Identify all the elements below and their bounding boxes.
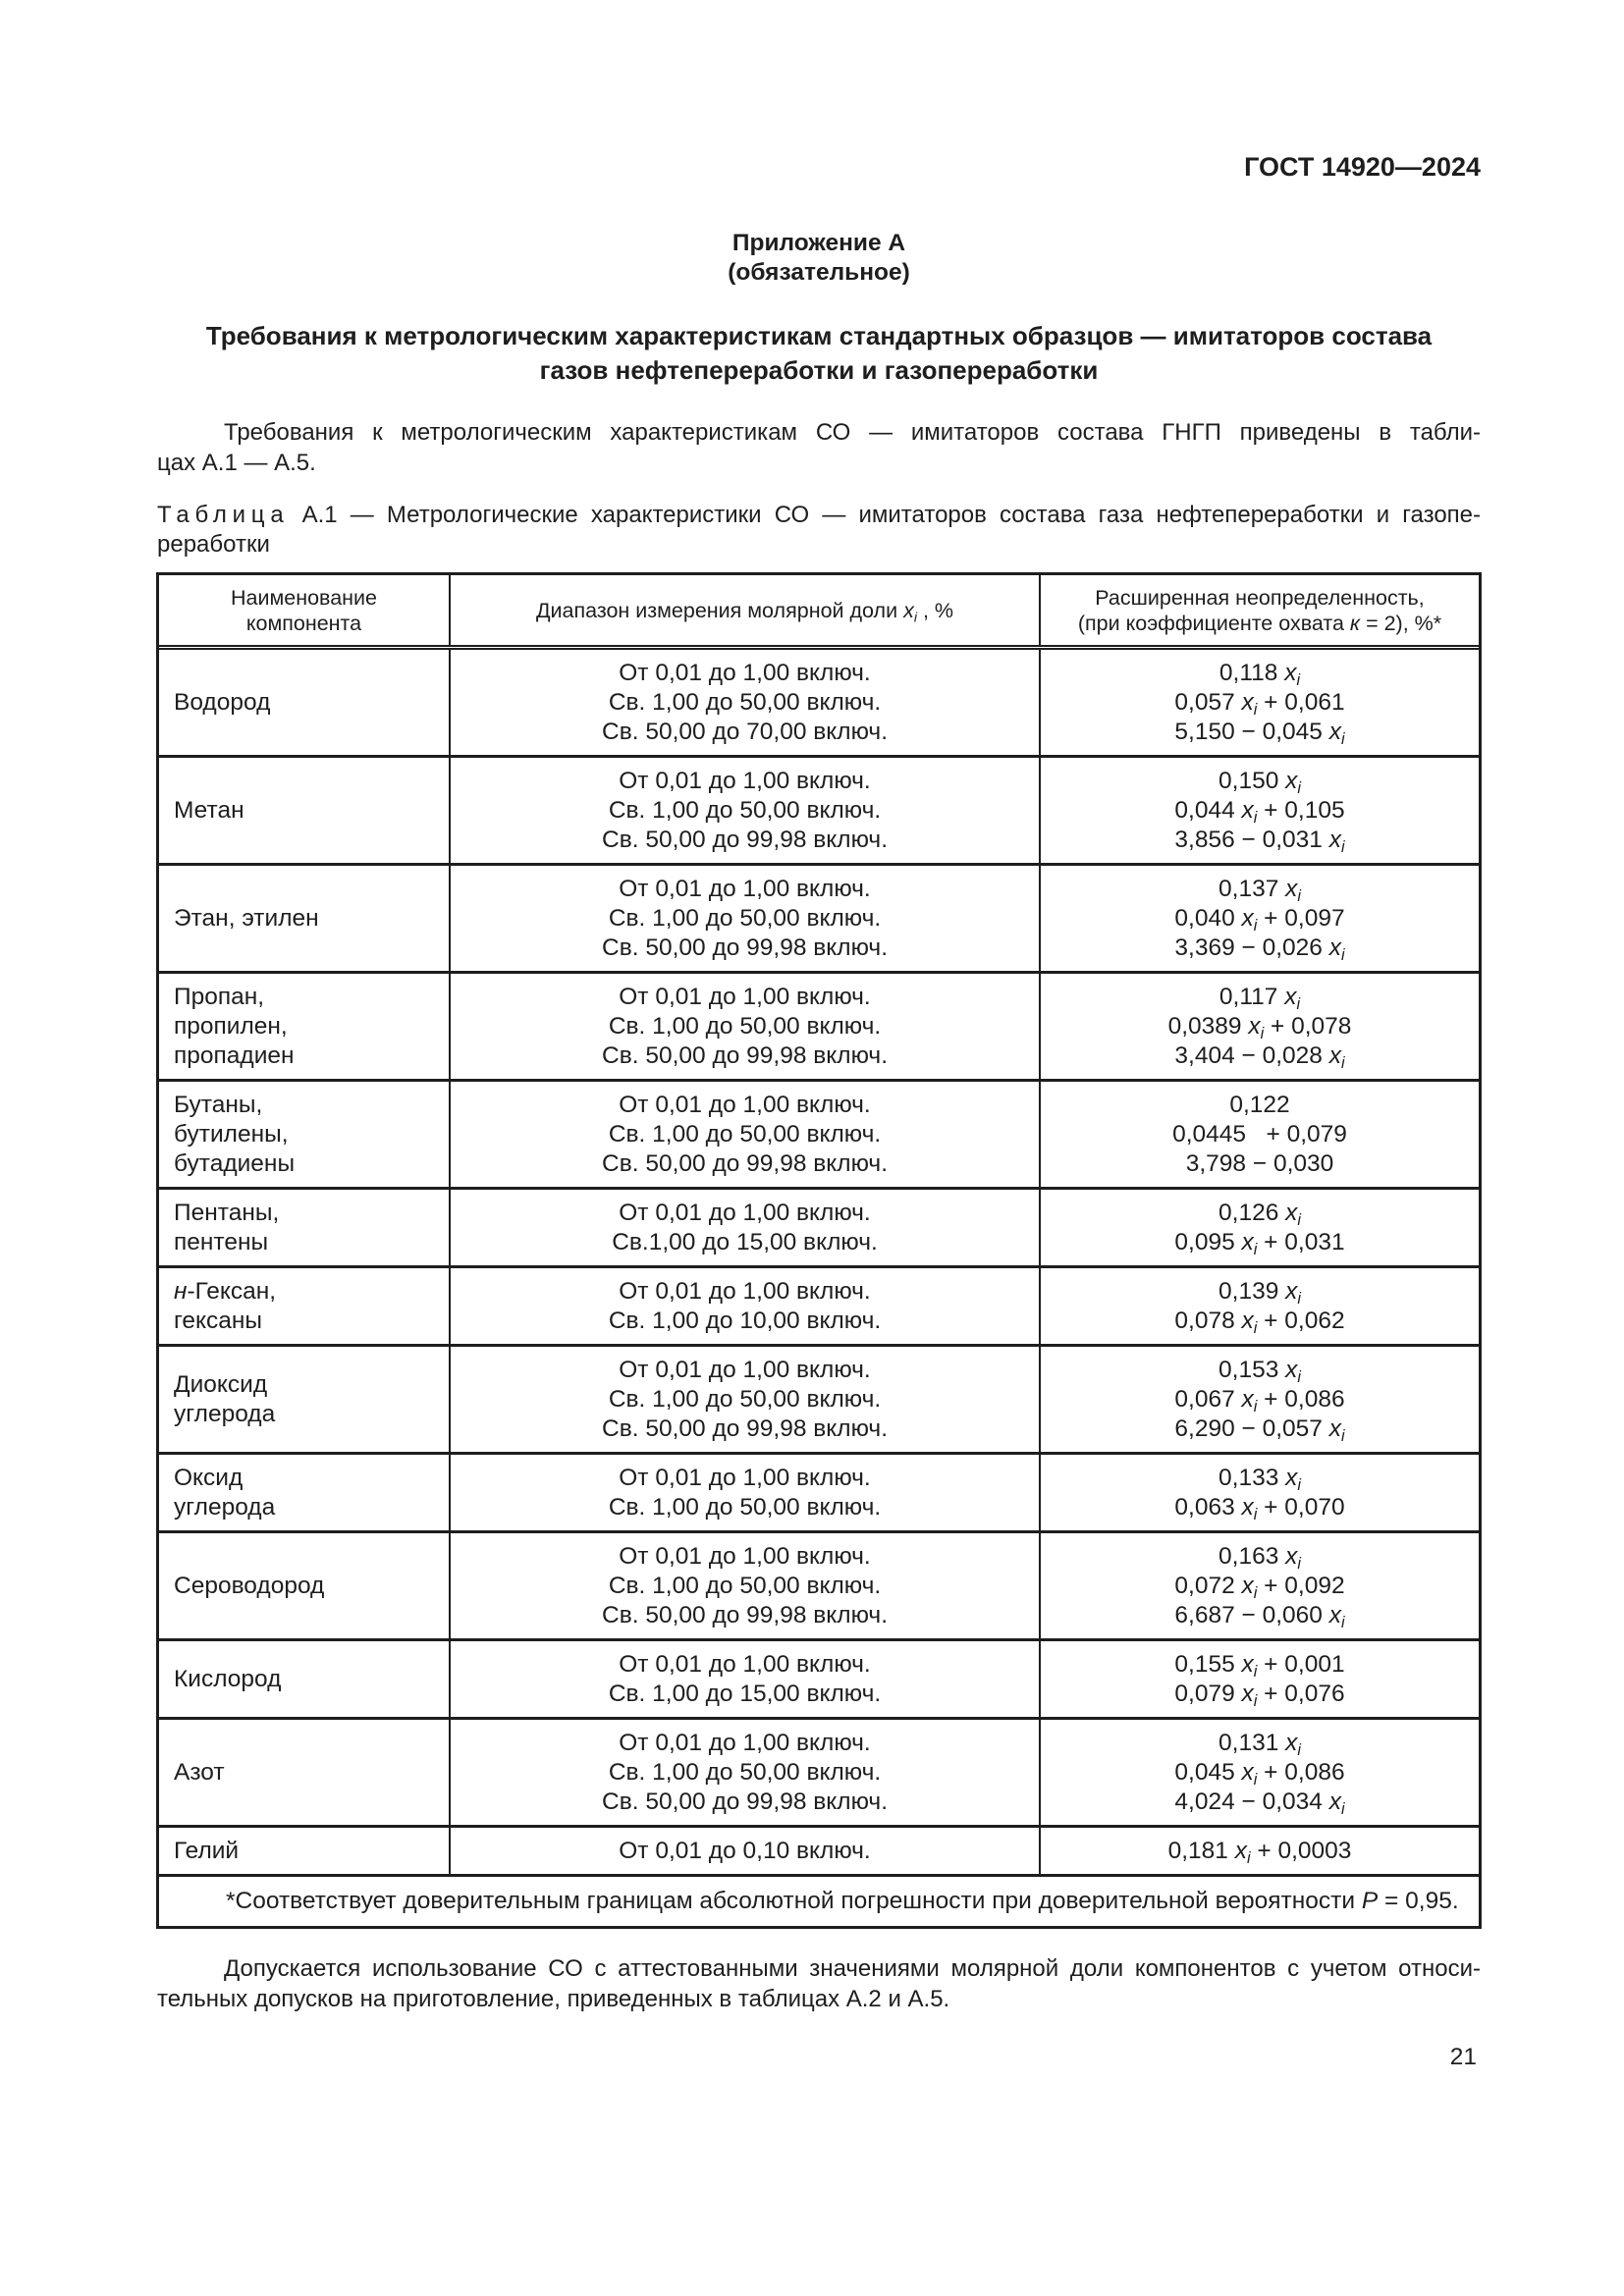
uncertainty-line bbox=[1174, 1572, 1344, 1601]
component-name-line: бутадиены bbox=[174, 1149, 296, 1177]
table-row bbox=[159, 1082, 1479, 1190]
variable-index: i bbox=[1341, 1799, 1345, 1818]
variable-index: i bbox=[1297, 1554, 1301, 1573]
uncertainty-cell bbox=[1041, 1455, 1479, 1530]
range-cell bbox=[451, 758, 1041, 863]
range-line: От 0,01 до 1,00 включ. bbox=[619, 983, 871, 1010]
variable-index: i bbox=[913, 609, 917, 625]
component-cell bbox=[159, 1268, 451, 1344]
uncertainty-value: 0,153 bbox=[1218, 1356, 1279, 1383]
uncertainty-value: 0,063 bbox=[1174, 1493, 1235, 1521]
range-line: Св. 1,00 до 50,00 включ. bbox=[608, 1493, 882, 1521]
table-row bbox=[159, 1190, 1479, 1268]
uncertainty-value: 0,137 bbox=[1218, 875, 1279, 902]
variable-x: x bbox=[1285, 767, 1298, 794]
uncertainty-line bbox=[1218, 767, 1301, 796]
range-cell bbox=[451, 974, 1041, 1079]
table-row bbox=[159, 1347, 1479, 1455]
variable-index: i bbox=[1341, 837, 1345, 856]
component-name-line bbox=[174, 1277, 276, 1307]
header-line: компонента bbox=[245, 611, 362, 635]
range-line: Св. 1,00 до 50,00 включ. bbox=[608, 688, 882, 716]
page-number: 21 bbox=[1449, 2044, 1477, 2070]
paragraph-line: Требования к метрологическим характеристикам СО — имитаторов состава ГНГП приведены в табли- bbox=[224, 419, 1481, 446]
component-name-line: Оксид bbox=[174, 1464, 244, 1491]
range-line: Св. 1,00 до 50,00 включ. bbox=[608, 904, 882, 932]
uncertainty-line bbox=[1174, 718, 1344, 747]
range-line: Св. 50,00 до 99,98 включ. bbox=[602, 826, 888, 853]
range-line: От 0,01 до 1,00 включ. bbox=[619, 1650, 871, 1678]
component-cell bbox=[159, 650, 451, 755]
range-line: От 0,01 до 1,00 включ. bbox=[619, 1277, 871, 1305]
uncertainty-offset: + 0,031 bbox=[1264, 1228, 1345, 1255]
component-name-text: -Гексан, bbox=[187, 1277, 277, 1305]
range-line: От 0,01 до 1,00 включ. bbox=[619, 1729, 871, 1756]
uncertainty-line bbox=[1168, 1012, 1352, 1041]
table-row bbox=[159, 650, 1479, 758]
range-cell bbox=[451, 1828, 1041, 1874]
range-cell bbox=[451, 1268, 1041, 1344]
uncertainty-value: 0,095 bbox=[1174, 1228, 1235, 1255]
range-line: Св. 1,00 до 50,00 включ. bbox=[608, 796, 882, 824]
variable-index: i bbox=[1341, 1426, 1345, 1445]
caption-line: реработки bbox=[157, 531, 270, 558]
uncertainty-line bbox=[1218, 1729, 1301, 1758]
variable-x: x bbox=[1328, 934, 1341, 961]
uncertainty-offset: + 0,105 bbox=[1264, 796, 1345, 824]
variable-index: i bbox=[1297, 1367, 1301, 1386]
uncertainty-line bbox=[1174, 904, 1344, 934]
appendix-status: (обязательное) bbox=[728, 259, 910, 286]
uncertainty-line bbox=[1218, 1464, 1301, 1493]
variable-index: i bbox=[1297, 1475, 1301, 1494]
uncertainty-cell bbox=[1041, 1268, 1479, 1344]
variable-index: i bbox=[1253, 916, 1258, 934]
uncertainty-value: 0,072 bbox=[1174, 1572, 1235, 1599]
uncertainty-line bbox=[1174, 1385, 1344, 1415]
variable-x: x bbox=[1241, 1307, 1254, 1334]
uncertainty-value: 0,078 bbox=[1174, 1307, 1235, 1334]
uncertainty-value: 0,045 bbox=[1174, 1758, 1235, 1786]
uncertainty-value: 0,040 bbox=[1174, 904, 1235, 932]
variable-index: i bbox=[1253, 700, 1258, 719]
variable-x: x bbox=[1285, 1277, 1298, 1305]
uncertainty-line bbox=[1174, 1307, 1344, 1336]
variable-index: i bbox=[1296, 994, 1301, 1013]
coverage-symbol: к bbox=[1349, 611, 1361, 635]
variable-x: x bbox=[1285, 1729, 1298, 1756]
uncertainty-line bbox=[1174, 934, 1344, 963]
variable-x: x bbox=[1328, 718, 1341, 745]
metrology-table bbox=[156, 572, 1482, 1929]
range-line: От 0,01 до 1,00 включ. bbox=[619, 1464, 871, 1491]
variable-index: i bbox=[1253, 1505, 1258, 1523]
range-cell bbox=[451, 1455, 1041, 1530]
variable-x: x bbox=[1285, 875, 1298, 902]
paragraph-line: тельных допусков на приготовление, приведенных в таблицах А.2 и А.5. bbox=[157, 1986, 950, 2012]
uncertainty-value: 0,118 bbox=[1218, 659, 1278, 686]
component-cell bbox=[159, 1347, 451, 1452]
range-line: От 0,01 до 1,00 включ. bbox=[619, 767, 871, 794]
uncertainty-line bbox=[1174, 826, 1344, 855]
component-name-line: Пентаны, bbox=[174, 1199, 280, 1226]
uncertainty-offset: + 0,097 bbox=[1264, 904, 1345, 932]
variable-index: i bbox=[1253, 1318, 1258, 1337]
variable-x: x bbox=[1241, 1650, 1254, 1678]
variable-index: i bbox=[1297, 886, 1301, 905]
component-name-line: углерода bbox=[174, 1493, 276, 1521]
range-cell bbox=[451, 1347, 1041, 1452]
header-line bbox=[536, 598, 953, 623]
variable-index: i bbox=[1253, 808, 1258, 827]
range-line: Св. 1,00 до 50,00 включ. bbox=[608, 1012, 882, 1040]
table-row bbox=[159, 758, 1479, 866]
component-cell bbox=[159, 1533, 451, 1638]
uncertainty-line bbox=[1219, 659, 1300, 688]
variable-x: x bbox=[1328, 1041, 1341, 1069]
component-cell bbox=[159, 1641, 451, 1717]
header-line: Наименование bbox=[230, 585, 378, 610]
uncertainty-cell bbox=[1041, 866, 1479, 971]
variable-x: x bbox=[1284, 983, 1297, 1010]
uncertainty-line bbox=[1174, 1041, 1344, 1071]
uncertainty-offset: + 0,086 bbox=[1264, 1385, 1345, 1413]
uncertainty-value: 0,133 bbox=[1218, 1464, 1279, 1491]
uncertainty-line bbox=[1168, 1837, 1352, 1866]
paragraph-line: Допускается использование СО с аттестованными значениями молярной доли компонентов с учетом относи- bbox=[224, 1955, 1481, 1982]
component-cell bbox=[159, 1455, 451, 1530]
variable-x: x bbox=[1241, 1493, 1254, 1521]
uncertainty-line bbox=[1218, 1277, 1301, 1307]
uncertainty-line bbox=[1174, 1601, 1344, 1630]
uncertainty-offset: + 0,092 bbox=[1264, 1572, 1345, 1599]
variable-index: i bbox=[1341, 945, 1345, 964]
range-line: От 0,01 до 1,00 включ. bbox=[619, 659, 871, 686]
component-cell bbox=[159, 974, 451, 1079]
uncertainty-offset: + 0,062 bbox=[1264, 1307, 1345, 1334]
header-uncertainty-text: (при коэффициенте охвата bbox=[1077, 611, 1344, 635]
component-name-line: Диоксид bbox=[174, 1370, 268, 1398]
variable-x: x bbox=[1241, 1228, 1254, 1255]
variable-x: x bbox=[1328, 1601, 1341, 1629]
uncertainty-line bbox=[1218, 875, 1301, 904]
uncertainty-value: 4,024 − 0,034 bbox=[1174, 1788, 1323, 1815]
variable-index: i bbox=[1341, 1053, 1345, 1072]
range-line: Св. 50,00 до 99,98 включ. bbox=[602, 1415, 888, 1442]
range-line: Св. 50,00 до 99,98 включ. bbox=[602, 934, 888, 961]
uncertainty-line bbox=[1174, 1493, 1344, 1522]
range-line: Св. 50,00 до 99,98 включ. bbox=[602, 1041, 888, 1069]
uncertainty-cell bbox=[1041, 1641, 1479, 1717]
table-header-row bbox=[159, 575, 1479, 650]
range-line: От 0,01 до 1,00 включ. bbox=[619, 1091, 871, 1118]
variable-index: i bbox=[1260, 1024, 1265, 1042]
paragraph-line: цах А.1 — А.5. bbox=[157, 450, 316, 476]
range-line: От 0,01 до 1,00 включ. bbox=[619, 1542, 871, 1570]
uncertainty-line bbox=[1174, 796, 1344, 826]
range-line: Св. 1,00 до 50,00 включ. bbox=[608, 1758, 882, 1786]
uncertainty-cell bbox=[1041, 650, 1479, 755]
variable-x: x bbox=[1285, 1356, 1298, 1383]
uncertainty-value: 0,139 bbox=[1218, 1277, 1279, 1305]
component-cell bbox=[159, 866, 451, 971]
range-line: От 0,01 до 1,00 включ. bbox=[619, 1356, 871, 1383]
variable-x: x bbox=[1241, 796, 1254, 824]
table-row bbox=[159, 974, 1479, 1082]
variable-x: x bbox=[1328, 826, 1341, 853]
table-row bbox=[159, 1533, 1479, 1641]
uncertainty-line bbox=[1174, 1758, 1344, 1788]
uncertainty-value: 3,856 − 0,031 bbox=[1174, 826, 1323, 853]
uncertainty-line bbox=[1174, 1415, 1344, 1444]
uncertainty-line bbox=[1174, 1228, 1344, 1257]
component-name-line: Гелий bbox=[174, 1837, 240, 1864]
uncertainty-cell bbox=[1041, 1720, 1479, 1825]
range-line: Св. 1,00 до 50,00 включ. bbox=[608, 1385, 882, 1413]
component-name-italic-prefix: н bbox=[174, 1277, 188, 1305]
variable-x: x bbox=[1241, 688, 1254, 716]
component-name-line: бутилены, bbox=[174, 1120, 289, 1148]
range-line: Св. 1,00 до 15,00 включ. bbox=[608, 1680, 882, 1707]
table-body bbox=[159, 650, 1479, 1877]
component-name-line: пропадиен bbox=[174, 1041, 295, 1069]
range-line: Св. 1,00 до 10,00 включ. bbox=[608, 1307, 882, 1334]
variable-index: i bbox=[1253, 1240, 1258, 1258]
uncertainty-value: 0,131 bbox=[1218, 1729, 1279, 1756]
uncertainty-value: 0,181 bbox=[1167, 1837, 1228, 1864]
range-cell bbox=[451, 1533, 1041, 1638]
variable-index: i bbox=[1253, 1691, 1258, 1710]
range-line: Св.1,00 до 15,00 включ. bbox=[612, 1228, 878, 1255]
range-cell bbox=[451, 1082, 1041, 1187]
component-name-line: Этан, этилен bbox=[174, 904, 319, 932]
range-line: Св. 1,00 до 50,00 включ. bbox=[608, 1572, 882, 1599]
uncertainty-cell bbox=[1041, 1190, 1479, 1265]
probability-symbol: P bbox=[1361, 1888, 1379, 1914]
uncertainty-line bbox=[1174, 1788, 1344, 1817]
uncertainty-value: 0,117 bbox=[1218, 983, 1278, 1010]
uncertainty-cell bbox=[1041, 1082, 1479, 1187]
document-id: ГОСТ 14920—2024 bbox=[1244, 152, 1481, 182]
component-name-line: Водород bbox=[174, 688, 271, 716]
footnote-text: *Соответствует доверительным границам абсолютной погрешности при доверительной вероятности bbox=[226, 1888, 1356, 1914]
appendix-heading bbox=[157, 229, 1481, 288]
table-footnote bbox=[159, 1877, 1479, 1926]
component-name-line: гексаны bbox=[174, 1307, 263, 1334]
uncertainty-value: 0,0445 + 0,079 bbox=[1172, 1120, 1347, 1148]
variable-x: x bbox=[1328, 1788, 1341, 1815]
variable-index: i bbox=[1341, 729, 1345, 748]
component-name-line: пентены bbox=[174, 1228, 269, 1255]
header-range-unit: , % bbox=[922, 598, 954, 622]
uncertainty-line bbox=[1174, 1650, 1344, 1680]
uncertainty-line bbox=[1218, 1356, 1301, 1385]
uncertainty-value: 0,155 bbox=[1174, 1650, 1235, 1678]
component-name-line: Пропан, bbox=[174, 983, 265, 1010]
component-cell bbox=[159, 1082, 451, 1187]
variable-index: i bbox=[1253, 1662, 1258, 1681]
uncertainty-value: 3,404 − 0,028 bbox=[1174, 1041, 1323, 1069]
header-line: Расширенная неопределенность, bbox=[1095, 585, 1425, 610]
uncertainty-offset: + 0,061 bbox=[1264, 688, 1345, 716]
table-row bbox=[159, 1828, 1479, 1877]
table-row bbox=[159, 1268, 1479, 1347]
range-line: Св. 50,00 до 99,98 включ. bbox=[602, 1788, 888, 1815]
variable-index: i bbox=[1297, 1289, 1301, 1308]
range-line: Св. 50,00 до 70,00 включ. bbox=[602, 718, 888, 745]
uncertainty-value: 0,163 bbox=[1218, 1542, 1279, 1570]
uncertainty-value: 0,057 bbox=[1174, 688, 1235, 716]
uncertainty-offset: + 0,076 bbox=[1264, 1680, 1345, 1707]
table-row bbox=[159, 1641, 1479, 1720]
uncertainty-value: 0,044 bbox=[1174, 796, 1235, 824]
uncertainty-line bbox=[1186, 1149, 1334, 1179]
component-cell bbox=[159, 1720, 451, 1825]
range-line: Св. 1,00 до 50,00 включ. bbox=[608, 1120, 882, 1148]
variable-index: i bbox=[1253, 1770, 1258, 1789]
header-uncertainty bbox=[1041, 575, 1479, 645]
table-row bbox=[159, 866, 1479, 974]
variable-x: x bbox=[1284, 659, 1297, 686]
variable-x: x bbox=[1241, 1758, 1254, 1786]
variable-x: x bbox=[1285, 1542, 1298, 1570]
variable-index: i bbox=[1297, 1210, 1301, 1229]
variable-x: x bbox=[1241, 904, 1254, 932]
range-cell bbox=[451, 1720, 1041, 1825]
range-cell bbox=[451, 650, 1041, 755]
uncertainty-value: 0,126 bbox=[1218, 1199, 1279, 1226]
uncertainty-value: 0,067 bbox=[1174, 1385, 1235, 1413]
component-name-line: пропилен, bbox=[174, 1012, 288, 1040]
variable-index: i bbox=[1253, 1583, 1258, 1602]
range-cell bbox=[451, 866, 1041, 971]
uncertainty-offset: + 0,001 bbox=[1264, 1650, 1345, 1678]
variable-index: i bbox=[1297, 1740, 1301, 1759]
variable-x: x bbox=[903, 598, 914, 622]
intro-paragraph bbox=[157, 417, 1481, 478]
header-component bbox=[159, 575, 451, 645]
uncertainty-offset: + 0,070 bbox=[1264, 1493, 1345, 1521]
variable-index: i bbox=[1246, 1848, 1251, 1867]
uncertainty-line bbox=[1219, 983, 1300, 1012]
range-line: Св. 50,00 до 99,98 включ. bbox=[602, 1601, 888, 1629]
title-line: Требования к метрологическим характеристикам стандартных образцов — имитаторов состава bbox=[205, 321, 1433, 350]
uncertainty-cell bbox=[1041, 974, 1479, 1079]
uncertainty-line bbox=[1174, 1680, 1344, 1709]
variable-index: i bbox=[1297, 778, 1301, 797]
variable-index: i bbox=[1296, 670, 1301, 689]
range-line: От 0,01 до 1,00 включ. bbox=[619, 1199, 871, 1226]
uncertainty-offset: + 0,086 bbox=[1264, 1758, 1345, 1786]
header-uncertainty-unit: = 2), %* bbox=[1366, 611, 1442, 635]
footnote-value: = 0,95. bbox=[1384, 1888, 1459, 1914]
variable-index: i bbox=[1341, 1613, 1345, 1631]
component-name-line: Кислород bbox=[174, 1665, 282, 1692]
uncertainty-line bbox=[1218, 1199, 1301, 1228]
uncertainty-value: 0,122 bbox=[1229, 1091, 1290, 1118]
uncertainty-line bbox=[1172, 1120, 1347, 1149]
uncertainty-value: 0,079 bbox=[1174, 1680, 1235, 1707]
range-cell bbox=[451, 1190, 1041, 1265]
appendix-title bbox=[157, 319, 1481, 388]
component-name-line: Азот bbox=[174, 1758, 225, 1786]
uncertainty-line bbox=[1174, 688, 1344, 718]
uncertainty-value: 3,369 − 0,026 bbox=[1174, 934, 1323, 961]
range-line: Св. 50,00 до 99,98 включ. bbox=[602, 1149, 888, 1177]
component-name-line: Бутаны, bbox=[174, 1091, 263, 1118]
uncertainty-cell bbox=[1041, 1828, 1479, 1874]
caption-text: А.1 — Метрологические характеристики СО — имитаторов состава газа нефтепереработки и газопе- bbox=[301, 502, 1481, 528]
component-name-line: Сероводород bbox=[174, 1572, 325, 1599]
variable-x: x bbox=[1241, 1572, 1254, 1599]
uncertainty-line bbox=[1229, 1091, 1289, 1120]
variable-x: x bbox=[1285, 1199, 1298, 1226]
caption-line bbox=[157, 501, 1481, 530]
variable-x: x bbox=[1234, 1837, 1247, 1864]
component-cell bbox=[159, 1828, 451, 1874]
uncertainty-value: 5,150 − 0,045 bbox=[1174, 718, 1323, 745]
header-line bbox=[1078, 611, 1441, 636]
variable-x: x bbox=[1241, 1680, 1254, 1707]
uncertainty-cell bbox=[1041, 1347, 1479, 1452]
table-caption bbox=[157, 501, 1481, 560]
uncertainty-offset: + 0,0003 bbox=[1257, 1837, 1352, 1864]
component-name-line: Метан bbox=[174, 796, 244, 824]
header-range-text: Диапазон измерения молярной доли bbox=[535, 598, 898, 622]
uncertainty-cell bbox=[1041, 758, 1479, 863]
variable-index: i bbox=[1253, 1397, 1258, 1415]
closing-paragraph bbox=[157, 1953, 1481, 2014]
uncertainty-value: 3,798 − 0,030 bbox=[1185, 1149, 1334, 1177]
component-cell bbox=[159, 758, 451, 863]
appendix-label: Приложение А bbox=[731, 230, 906, 256]
uncertainty-cell bbox=[1041, 1533, 1479, 1638]
component-cell bbox=[159, 1190, 451, 1265]
range-line: От 0,01 до 0,10 включ. bbox=[619, 1837, 871, 1864]
uncertainty-value: 6,687 − 0,060 bbox=[1174, 1601, 1323, 1629]
component-name-line: углерода bbox=[174, 1400, 276, 1427]
header-range bbox=[451, 575, 1041, 645]
range-line: От 0,01 до 1,00 включ. bbox=[619, 875, 871, 902]
variable-x: x bbox=[1248, 1012, 1261, 1040]
variable-x: x bbox=[1285, 1464, 1298, 1491]
uncertainty-line bbox=[1218, 1542, 1301, 1572]
table-row bbox=[159, 1720, 1479, 1828]
variable-x: x bbox=[1241, 1385, 1254, 1413]
range-cell bbox=[451, 1641, 1041, 1717]
uncertainty-value: 0,0389 bbox=[1167, 1012, 1242, 1040]
uncertainty-value: 6,290 − 0,057 bbox=[1174, 1415, 1323, 1442]
uncertainty-value: 0,150 bbox=[1218, 767, 1279, 794]
title-line: газов нефтепереработки и газопереработки bbox=[539, 355, 1099, 385]
caption-label: Таблица bbox=[157, 502, 290, 528]
uncertainty-offset: + 0,078 bbox=[1270, 1012, 1352, 1040]
variable-x: x bbox=[1328, 1415, 1341, 1442]
table-row bbox=[159, 1455, 1479, 1533]
